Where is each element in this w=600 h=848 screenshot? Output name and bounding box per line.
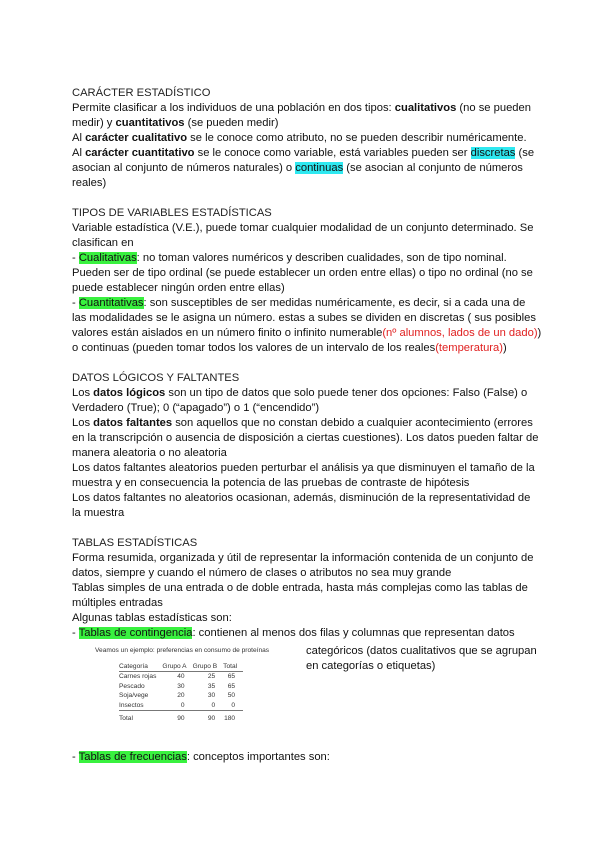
section-title-datos: DATOS LÓGICOS Y FALTANTES <box>72 372 240 384</box>
table-row: Pescado 30 35 65 <box>119 682 236 690</box>
paragraph: - Tablas de contingencia: contienen al menos dos filas y columnas que representan datos <box>72 627 515 639</box>
table-row: Insectos 0 0 0 <box>119 701 236 709</box>
section-title-caracter: CARÁCTER ESTADÍSTICO <box>72 87 211 99</box>
paragraph: Forma resumida, organizada y útil de representar la información contenida de un conjunto de datos, siempre y cuando el número de clases o atributos no sea muy grande <box>72 552 534 579</box>
table-caption: Veamos un ejemplo: preferencias en consumo de proteínas <box>95 647 270 654</box>
paragraph: - Cuantitativas: son susceptibles de ser medidas numéricamente, es decir, si a cada una de las modalidades se le asigna un número. estas a subes se dividen en discretas ( sus posibles valores están aislados en un número finito o infinito numerable(nº alumnos, lados de un dado)) o continuas (pueden tomar todos los valores de un intervalo de los reales(temperatura)) <box>72 297 542 354</box>
side-note-categoricos: categóricos (datos cualitativos que se agrupan en categorías o etiquetas) <box>306 645 537 672</box>
paragraph: Al carácter cualitativo se le conoce como atributo, no se pueden describir numéricamente. <box>72 132 527 144</box>
paragraph: Al carácter cuantitativo se le conoce como variable, está variables pueden ser discretas (se asocian al conjunto de números naturales) o continuas (se asocian al conjunto de números reales) <box>72 147 535 189</box>
section-title-tipos: TIPOS DE VARIABLES ESTADÍSTICAS <box>72 207 272 219</box>
section-title-tablas: TABLAS ESTADÍSTICAS <box>72 537 198 549</box>
paragraph: Algunas tablas estadísticas son: <box>72 612 232 624</box>
paragraph: Los datos faltantes aleatorios pueden perturbar el análisis ya que disminuyen el tamaño de la muestra y en consecuencia la potencia de las pruebas de contraste de hipótesis <box>72 462 535 489</box>
contingency-table-image <box>95 646 305 723</box>
contingency-table <box>119 662 243 724</box>
paragraph: - Cualitativas: no toman valores numéricos y describen cualidades, son de tipo nominal. Pueden ser de tipo ordinal (se puede establecer un orden entre ellas) o tipo no ordinal (no se puede establecer ningún orden entre ellas) <box>72 252 533 294</box>
paragraph: Los datos lógicos son un tipo de datos que solo puede tener dos opciones: Falso (False) o Verdadero (True); 0 (“apagado”) o 1 (“encendido”) <box>72 387 528 414</box>
table-row: Soja/vege 20 30 50 <box>119 692 236 700</box>
highlight-cualitativas: Cualitativas <box>78 252 137 264</box>
paragraph: Los datos faltantes son aquellos que no constan debido a cualquier acontecimiento (errores en la transcripción o ausencia de disposición a ciertas cuestiones). Los datos pueden faltar de manera aleatoria o no aleatoria <box>72 417 539 459</box>
table-row: Carnes rojas 40 25 65 <box>119 673 236 681</box>
highlight-cuantitativas: Cuantitativas <box>78 297 144 309</box>
highlight-tablas-contingencia: Tablas de contingencia <box>78 627 193 639</box>
paragraph: Tablas simples de una entrada o de doble entrada, hasta más complejas como las tablas de múltiples entradas <box>72 582 528 609</box>
highlight-discretas: discretas <box>470 147 516 159</box>
highlight-tablas-frecuencias: Tablas de frecuencias <box>78 751 187 763</box>
paragraph: Los datos faltantes no aleatorios ocasionan, además, disminución de la representatividad de la muestra <box>72 492 531 519</box>
document-page <box>72 86 542 765</box>
paragraph: Permite clasificar a los individuos de una población en dos tipos: cualitativos (no se pueden medir) y cuantitativos (se pueden medir) <box>72 102 531 129</box>
contingency-example <box>72 644 542 750</box>
paragraph: Variable estadística (V.E.), puede tomar cualquier modalidad de un conjunto determinado. Se clasifican en <box>72 222 534 249</box>
table-total-row: Total 90 90 180 <box>119 711 243 723</box>
table-header-row: Categoría Grupo A Grupo B Total <box>119 662 243 672</box>
paragraph: - Tablas de frecuencias: conceptos importantes son: <box>72 751 330 763</box>
highlight-continuas: continuas <box>295 162 344 174</box>
